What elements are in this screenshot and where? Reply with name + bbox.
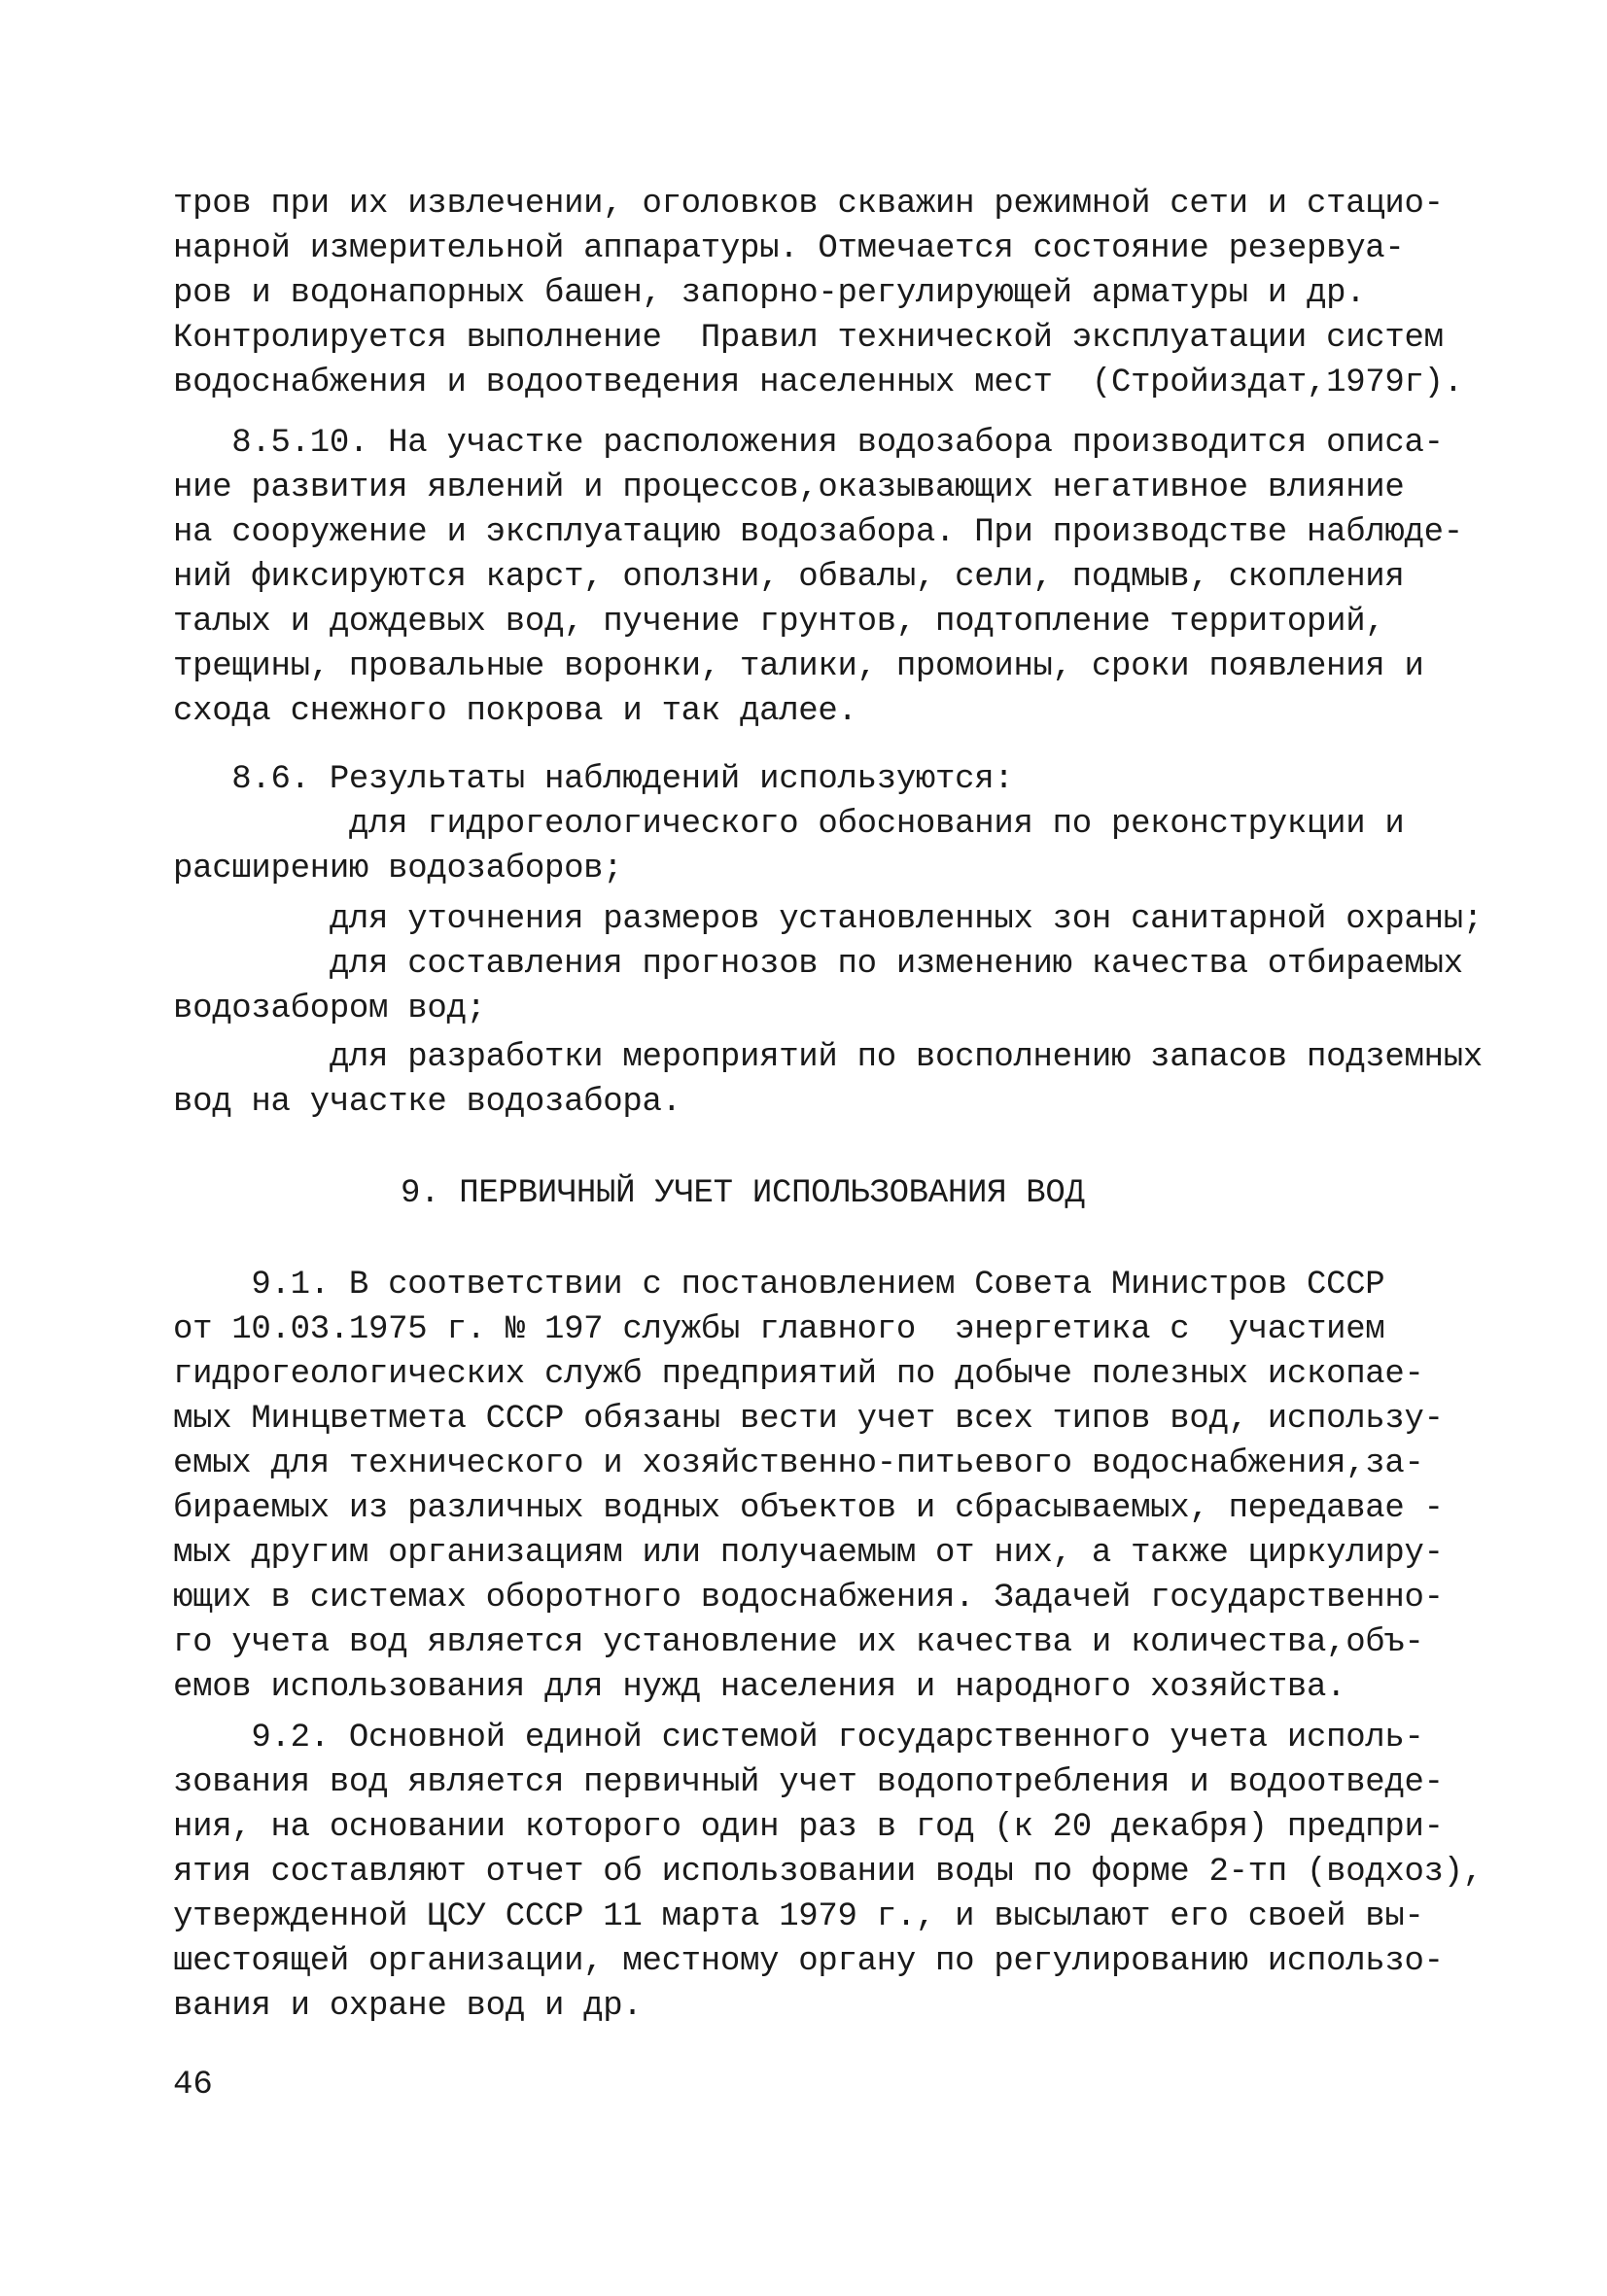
text-line: для уточнения размеров установленных зон санитарной охраны; — [173, 901, 1483, 938]
text-line: ятия составляют отчет об использовании воды по форме 2-тп (водхоз), — [173, 1854, 1483, 1891]
text-line: ние развития явлений и процессов,оказывающих негативное влияние — [173, 470, 1405, 506]
text-line: для гидрогеологического обоснования по реконструкции и — [173, 806, 1405, 843]
text-line: мых другим организациям или получаемым от них, а также циркулиру- — [173, 1535, 1444, 1572]
section-heading: 9. ПЕРВИЧНЫЙ УЧЕТ ИСПОЛЬЗОВАНИЯ ВОД — [401, 1175, 1085, 1212]
text-line: вод на участке водозабора. — [173, 1084, 681, 1121]
text-line: мых Минцветмета СССР обязаны вести учет всех типов вод, использу- — [173, 1401, 1444, 1438]
text-line: от 10.03.1975 г. № 197 службы главного энергетика с участием — [173, 1311, 1385, 1348]
text-line: водоснабжения и водоотведения населенных мест (Стройиздат,1979г). — [173, 365, 1463, 401]
text-line: Контролируется выполнение Правил технической эксплуатации систем — [173, 320, 1444, 357]
text-line: схода снежного покрова и так далее. — [173, 693, 857, 730]
text-line: талых и дождевых вод, пучение грунтов, подтопление территорий, — [173, 604, 1385, 641]
text-line: вания и охране вод и др. — [173, 1988, 643, 2025]
text-line: нарной измерительной аппаратуры. Отмечается состояние резервуа- — [173, 230, 1405, 267]
text-line: ния, на основании которого один раз в год (к 20 декабря) предпри- — [173, 1809, 1444, 1846]
text-line: емых для технического и хозяйственно-питьевого водоснабжения,за- — [173, 1445, 1424, 1482]
text-line: водозабором вод; — [173, 991, 486, 1027]
text-line: на сооружение и эксплуатацию водозабора. При производстве наблюде- — [173, 514, 1463, 551]
text-line: 8.5.10. На участке расположения водозабора производится описа- — [173, 425, 1444, 462]
text-line: для разработки мероприятий по восполнению запасов подземных — [173, 1039, 1483, 1076]
text-line: шестоящей организации, местному органу по регулированию использо- — [173, 1943, 1444, 1980]
text-line: утвержденной ЦСУ СССР 11 марта 1979 г., и высылают его своей вы- — [173, 1898, 1424, 1935]
text-line: тров при их извлечении, оголовков скважин режимной сети и стацио- — [173, 186, 1444, 223]
page-number: 46 — [173, 2067, 213, 2104]
text-line: трещины, провальные воронки, талики, промоины, сроки появления и — [173, 648, 1424, 685]
text-line: гидрогеологических служб предприятий по добыче полезных ископае- — [173, 1356, 1424, 1393]
text-line: емов использования для нужд населения и народного хозяйства. — [173, 1669, 1346, 1706]
text-line: зования вод является первичный учет водопотребления и водоотведе- — [173, 1764, 1444, 1801]
text-line: ний фиксируются карст, оползни, обвалы, сели, подмыв, скопления — [173, 559, 1405, 596]
text-line: 9.1. В соответствии с постановлением Совета Министров СССР — [173, 1267, 1385, 1304]
text-line: 9.2. Основной единой системой государственного учета исполь- — [173, 1720, 1424, 1757]
text-line: ющих в системах оборотного водоснабжения. Задачей государственно- — [173, 1580, 1444, 1617]
text-line: 8.6. Результаты наблюдений используются: — [173, 761, 1014, 798]
text-line: для составления прогнозов по изменению качества отбираемых — [173, 946, 1463, 983]
text-line: бираемых из различных водных объектов и сбрасываемых, передавае - — [173, 1490, 1444, 1527]
text-line: расширению водозаборов; — [173, 851, 623, 887]
text-line: ров и водонапорных башен, запорно-регулирующей арматуры и др. — [173, 275, 1366, 312]
text-line: го учета вод является установление их качества и количества,объ- — [173, 1624, 1424, 1661]
